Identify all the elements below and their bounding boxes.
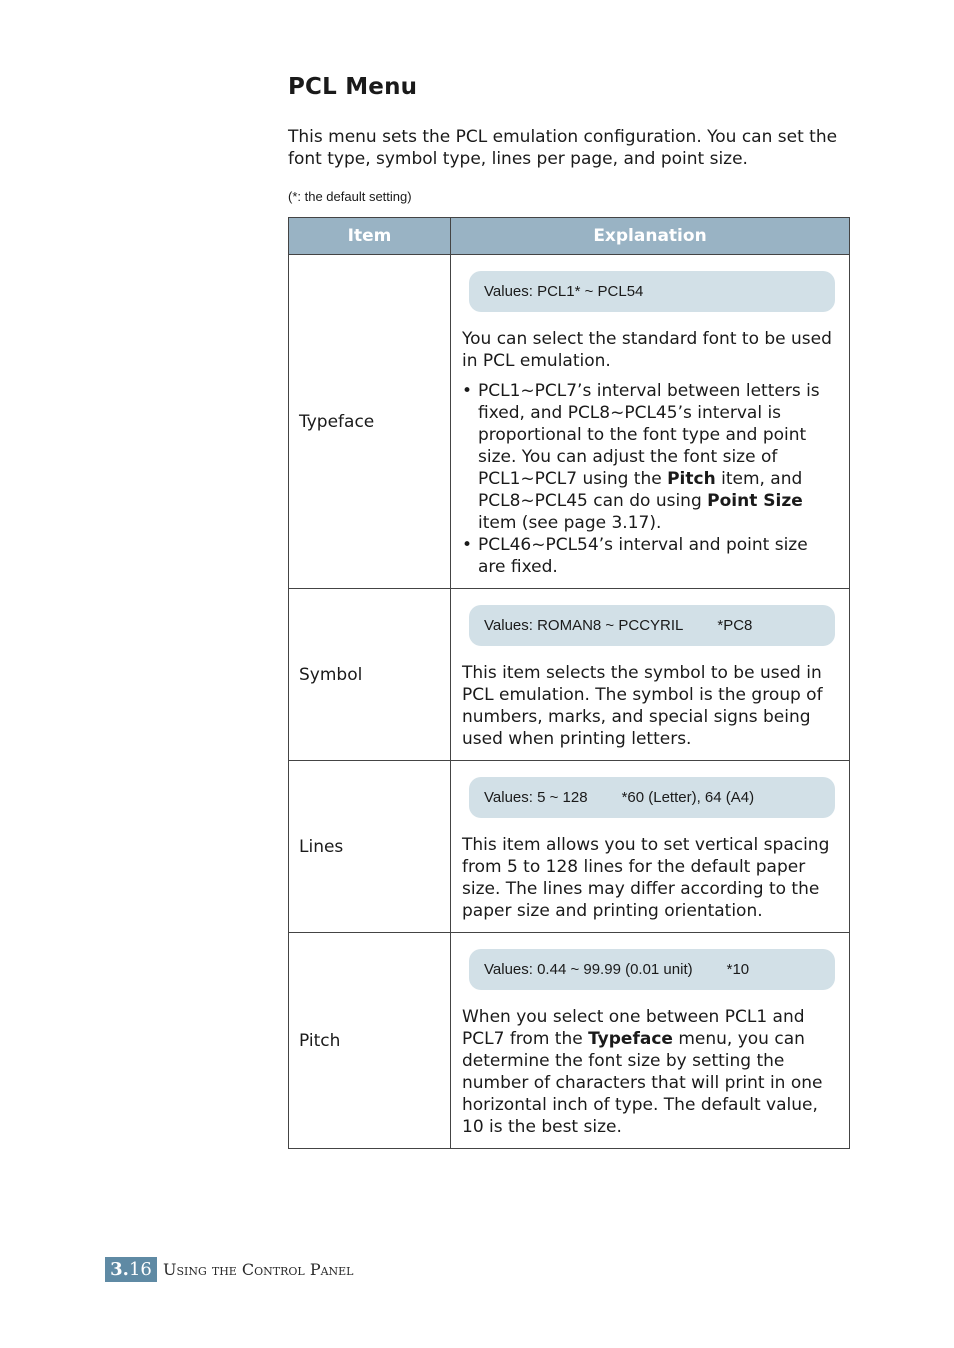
table-row-typeface [289, 255, 850, 589]
item-cell: Lines [289, 761, 451, 933]
description [462, 834, 835, 922]
description-text: You can select the standard font to be used in PCL emulation. [462, 329, 832, 371]
table-row-symbol [289, 589, 850, 761]
values-box [469, 949, 835, 990]
description [462, 662, 835, 750]
explanation-cell [451, 933, 850, 1149]
bold-term: Point Size [707, 491, 803, 511]
description-text: This item allows you to set vertical spacing from 5 to 128 lines for the default paper size. The lines may differ according to the paper size and printing orientation. [462, 835, 830, 921]
list-item: • PCL46~PCL54’s interval and point size are fixed. [462, 535, 808, 577]
values-default: *PC8 [717, 616, 753, 634]
item-cell: Pitch [289, 933, 451, 1149]
table-row-lines [289, 761, 850, 933]
pcl-menu-table [288, 217, 850, 1149]
values-box [469, 605, 835, 646]
header-explanation: Explanation [451, 218, 850, 255]
values-range: Values: PCL1* ~ PCL54 [484, 282, 644, 300]
bullet-list [462, 380, 835, 578]
page-title: PCL Menu [288, 74, 418, 100]
values-default: *10 [726, 960, 750, 978]
bold-term: Typeface [588, 1029, 673, 1049]
description [462, 1006, 835, 1138]
description-text: This item selects the symbol to be used in PCL emulation. The symbol is the group of numbers, marks, and special signs being used when printing letters. [462, 663, 823, 749]
bold-term: Pitch [667, 469, 716, 489]
page-number: 16 [128, 1259, 152, 1280]
chapter-number: 3. [110, 1259, 129, 1280]
section-title: Using the Control Panel [163, 1260, 354, 1279]
values-range: Values: 0.44 ~ 99.99 (0.01 unit) [484, 960, 693, 978]
values-range: Values: 5 ~ 128 [484, 788, 588, 806]
explanation-cell [451, 589, 850, 761]
intro-paragraph: This menu sets the PCL emulation configuration. You can set the font type, symbol type, lines per page, and point size. [288, 127, 838, 169]
explanation-cell [451, 255, 850, 589]
table-header-row [289, 218, 850, 255]
table-row-pitch [289, 933, 850, 1149]
values-box [469, 271, 835, 312]
item-cell: Symbol [289, 589, 451, 761]
description [462, 328, 835, 578]
header-item: Item [289, 218, 451, 255]
values-box [469, 777, 835, 818]
list-item: • PCL1~PCL7’s interval between letters is fixed, and PCL8~PCL45’s interval is proportional to the font type and point size. You can adjust the font size of PCL1~PCL7 using the Pitch item, and PCL8~PCL45 can do using Point Size item (see page 3.17). [462, 381, 820, 533]
values-default: *60 (Letter), 64 (A4) [621, 788, 755, 806]
default-setting-note: (*: the default setting) [288, 189, 412, 204]
description-text: When you select one between PCL1 and PCL7 from the Typeface menu, you can determine the font size by setting the number of characters that will print in one horizontal inch of type. The default value, 10 is the best size. [462, 1007, 823, 1137]
item-cell: Typeface [289, 255, 451, 589]
values-range: Values: ROMAN8 ~ PCCYRIL [484, 616, 684, 634]
page-number-badge [105, 1257, 157, 1282]
page-footer [105, 1257, 354, 1282]
explanation-cell [451, 761, 850, 933]
